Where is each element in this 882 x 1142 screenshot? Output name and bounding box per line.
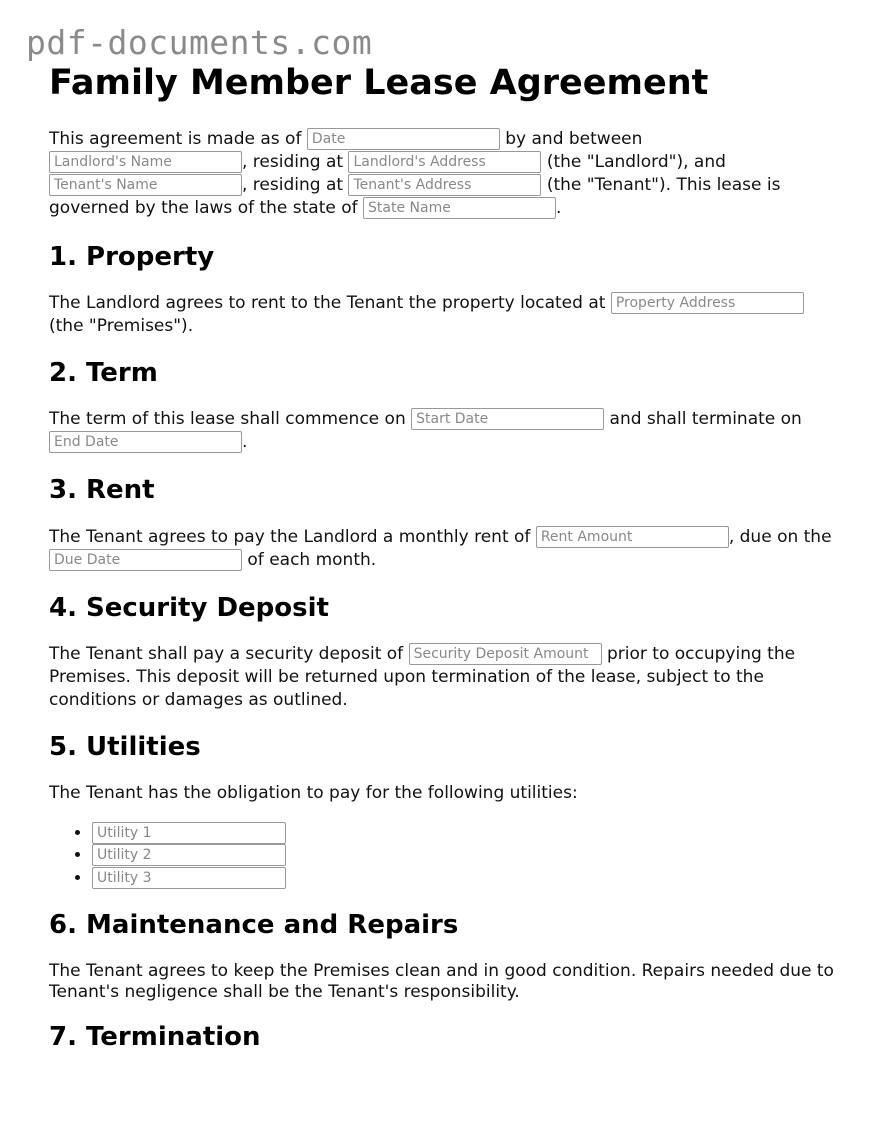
intro-text: , residing at	[242, 152, 344, 172]
intro-text: , residing at	[242, 175, 344, 195]
intro-text: by and between	[505, 129, 643, 149]
date-field[interactable]	[307, 128, 500, 150]
term-paragraph	[49, 408, 839, 454]
property-text: (the "Premises").	[49, 316, 194, 337]
rent-paragraph	[49, 526, 839, 572]
section-heading-maintenance: 6. Maintenance and Repairs	[49, 910, 459, 941]
tenant-address-field[interactable]	[348, 174, 541, 196]
property-address-field[interactable]	[611, 292, 804, 314]
document-page	[49, 62, 839, 1053]
section-heading-rent: 3. Rent	[49, 475, 155, 506]
rent-text: The Tenant agrees to pay the Landlord a monthly rent of	[49, 526, 531, 547]
state-name-field[interactable]	[363, 197, 556, 219]
utility-3-field[interactable]	[92, 867, 286, 889]
landlord-address-field[interactable]	[348, 151, 541, 173]
deposit-paragraph	[49, 643, 839, 712]
watermark: pdf-documents.com	[26, 23, 373, 62]
utility-2-field[interactable]	[92, 844, 286, 866]
document-title: Family Member Lease Agreement	[49, 63, 709, 103]
security-deposit-field[interactable]	[409, 643, 602, 665]
intro-text: This agreement is made as of	[49, 129, 302, 149]
section-heading-term: 2. Term	[49, 358, 158, 389]
property-paragraph	[49, 292, 839, 338]
deposit-text: The Tenant shall pay a security deposit of	[49, 643, 404, 664]
list-item	[92, 822, 839, 845]
maintenance-paragraph: The Tenant agrees to keep the Premises clean and in good condition. Repairs needed due to Tenant's negligence shall be the Tenant's responsibility.	[49, 960, 834, 1002]
rent-text: , due on the	[728, 526, 832, 547]
utility-1-field[interactable]	[92, 822, 286, 844]
section-heading-property: 1. Property	[49, 242, 215, 272]
deposit-text: prior to occupying the Premises. This deposit will be returned upon termination of the lease, subject to the conditions or damages as outlined.	[49, 643, 796, 710]
end-date-field[interactable]	[49, 431, 242, 453]
tenant-name-field[interactable]	[49, 174, 242, 196]
due-date-field[interactable]	[49, 549, 242, 571]
utilities-paragraph: The Tenant has the obligation to pay for the following utilities:	[49, 782, 578, 803]
term-text: The term of this lease shall commence on	[49, 409, 406, 430]
section-heading-security-deposit: 4. Security Deposit	[49, 592, 329, 623]
section-heading-termination: 7. Termination	[49, 1021, 261, 1052]
intro-paragraph	[49, 128, 839, 220]
start-date-field[interactable]	[411, 408, 604, 430]
term-text: and shall terminate on	[609, 409, 802, 430]
section-heading-utilities: 5. Utilities	[49, 731, 201, 762]
rent-amount-field[interactable]	[536, 526, 729, 548]
list-item	[92, 867, 839, 890]
intro-text: .	[556, 198, 562, 218]
intro-text: (the "Landlord"), and	[546, 152, 726, 172]
rent-text: of each month.	[247, 549, 377, 570]
list-item	[92, 844, 839, 867]
property-text: The Landlord agrees to rent to the Tenant the property located at	[49, 293, 606, 314]
utilities-list	[49, 822, 839, 890]
intro-text: (the "Tenant"). This lease is governed by the laws of the state of	[49, 175, 781, 218]
term-text: .	[242, 432, 248, 453]
landlord-name-field[interactable]	[49, 151, 242, 173]
